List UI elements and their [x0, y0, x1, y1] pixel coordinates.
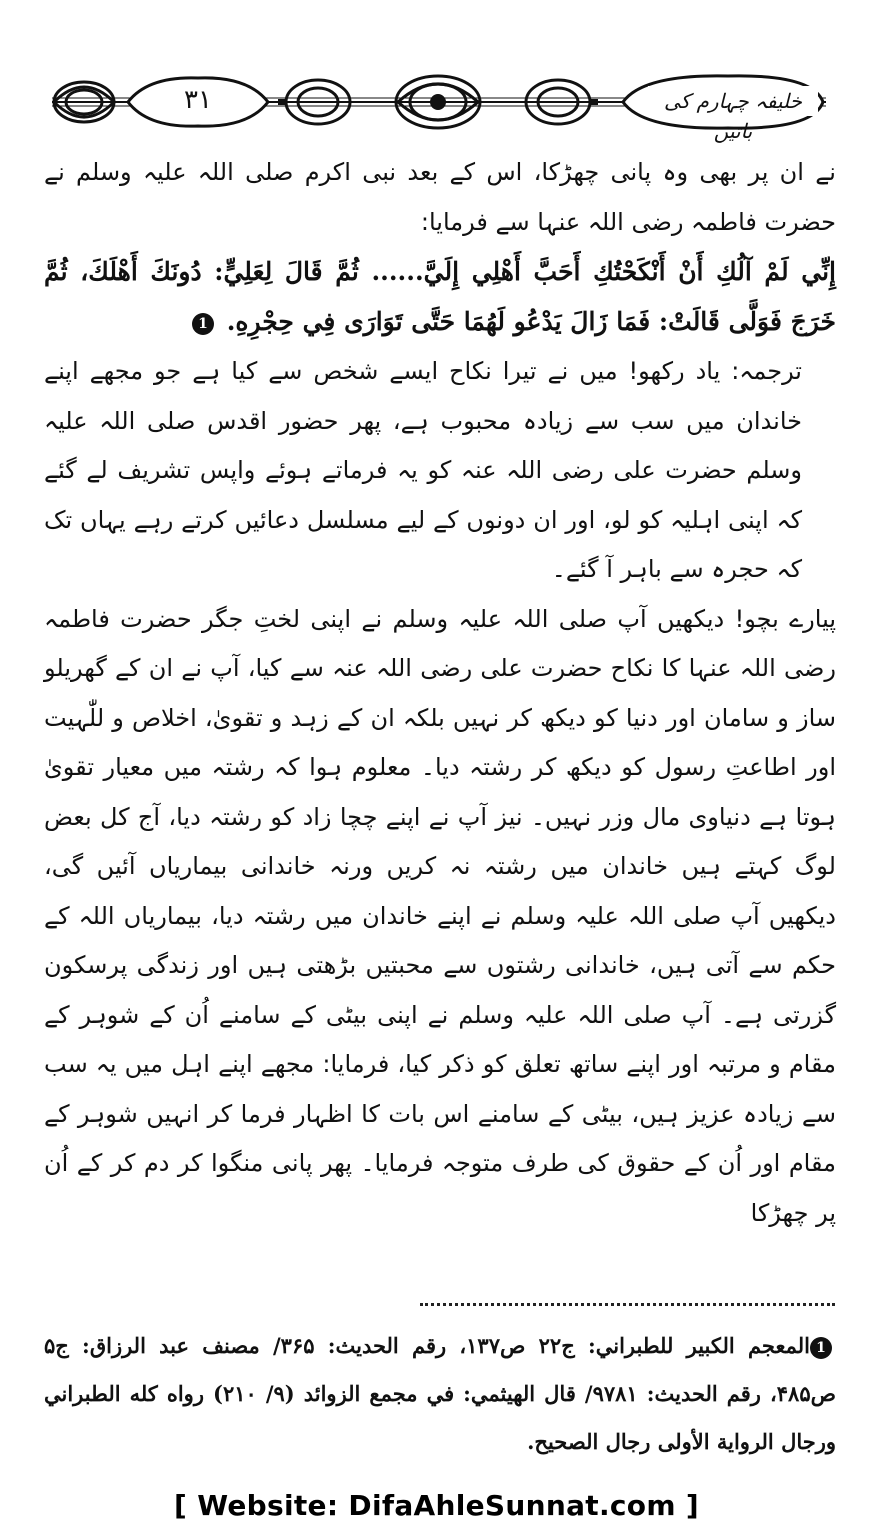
arabic-quote-text: إِنِّي لَمْ آلُكِ أَنْ أَنْكَحْتُكِ أَحَبَّ أَهْلِي إِلَيَّ...... ثُمَّ قَالَ لِعَلِيٍّ: دُونَكَ أَهْلَكَ، ثُمَّ خَرَجَ فَوَلَّى قَالَتْ: فَمَا زَالَ يَدْعُو لَهُمَا حَتَّى تَوَارَى فِي حِجْرِهِ. — [44, 257, 836, 336]
footnote-text: المعجم الكبير للطبراني: ج۲۲ ص۱۳۷، رقم الحديث: ۳۶۵/ مصنف عبد الرزاق: ج۵ ص۴۸۵، رقم الحديث: ۹۷۸۱/ قال الهيثمي: في مجمع الزوائد (۹/ ۲۱۰) رواه كله الطبراني ورجال الرواية الأولى رجال الصحيح. — [44, 1333, 836, 1454]
running-title: خلیفہ چہارم کی باتیں — [648, 86, 818, 116]
page-header — [48, 72, 830, 143]
website-watermark: [ Website: DifaAhleSunnat.com ] — [174, 1489, 699, 1522]
intro-line: نے ان پر بھی وہ پانی چھڑکا، اس کے بعد نبی اکرم صلی اللہ علیہ وسلم نے حضرت فاطمہ رضی اللہ عنہا سے فرمایا: — [44, 158, 836, 236]
footnote-number: 1 — [810, 1337, 832, 1359]
page-number: ۳۱ — [184, 85, 212, 115]
commentary-paragraph: پیارے بچو! دیکھیں آپ صلی اللہ علیہ وسلم نے اپنی لختِ جگر حضرت فاطمہ رضی اللہ عنہا کا نکاح حضرت علی رضی اللہ عنہ سے کیا، آپ نے ان کے گھریلو ساز و سامان اور دنیا کو دیکھ کر نہیں بلکہ ان کے زہد و تقویٰ، اخلاص و للّٰہیت اور اطاعتِ رسول کو دیکھ کر رشتہ دیا۔ معلوم ہوا کہ رشتہ میں معیار تقویٰ ہوتا ہے دنیاوی مال وزر نہیں۔ نیز آپ نے اپنے چچا زاد کو رشتہ دیا، آج کل بعض لوگ کہتے ہیں خاندان میں رشتہ نہ کریں ورنہ خاندانی بیماریاں آئیں گی، دیکھیں آپ صلی اللہ علیہ وسلم نے اپنے خاندان میں رشتہ دیا، بیماریاں اللہ کے حکم سے آتی ہیں، خاندانی رشتوں سے محبتیں بڑھتی ہیں اور زندگی پرسکون گزرتی ہے۔ آپ صلی اللہ علیہ وسلم نے اپنی بیٹی کے سامنے اُن کے شوہر کے مقام و مرتبہ اور اپنے ساتھ تعلق کو ذکر کیا، فرمایا: مجھے اپنے اہل میں یہ سب سے زیادہ عزیز ہیں، بیٹی کے سامنے اس بات کا اظہار فرما کر انہیں شوہر کے مقام اور اُن کے حقوق کی طرف متوجہ فرمایا۔ پھر پانی منگوا کر دم کر کے اُن پر چھڑکا — [44, 604, 836, 1227]
arabic-quote — [44, 247, 836, 347]
footnote-divider — [420, 1303, 835, 1306]
translation: ترجمہ: یاد رکھو! میں نے تیرا نکاح ایسے شخص سے کیا ہے جو مجھے اپنے خاندان میں سب سے زیادہ محبوب ہے، پھر حضور اقدس صلی اللہ علیہ وسلم حضرت علی رضی اللہ عنہ کو یہ فرماتے ہوئے واپس تشریف لے گئے کہ اپنی اہلیہ کو لو، اور ان دونوں کے لیے مسلسل دعائیں کرتے رہے یہاں تک کہ حجرہ سے باہر آ گئے۔ — [44, 357, 802, 583]
footnote-marker: 1 — [192, 313, 214, 335]
footnote — [44, 1322, 836, 1466]
main-text — [44, 148, 836, 1238]
